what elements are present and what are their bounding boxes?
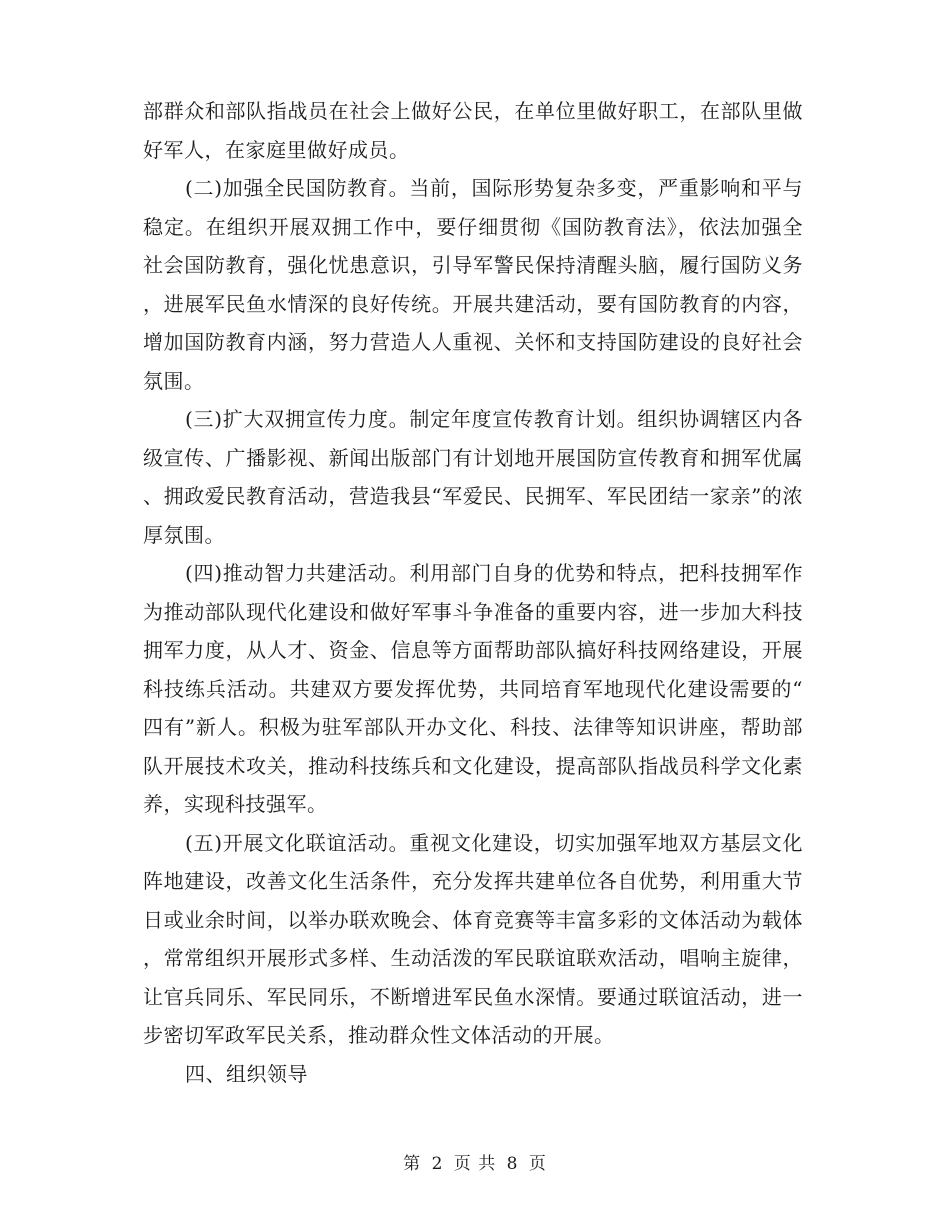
page-footer: [0, 1152, 950, 1176]
footer-middle: 页 共: [453, 1154, 497, 1174]
paragraph-4: (四)推动智力共建活动。利用部门自身的优势和特点，把科技拥军作为推动部队现代化建设和做好军事斗争准备的重要内容，进一步加大科技拥军力度，从人才、资金、信息等方面帮助部队搞好科技网络建设，开展科技练兵活动。共建双方要发挥优势，共同培育军地现代化建设需要的“四有”新人。积极为驻军部队开办文化、科技、法律等知识讲座，帮助部队开展技术攻关，推动科技练兵和文化建设，提高部队指战员科学文化素养，实现科技强军。: [143, 561, 803, 816]
footer-suffix: 页: [528, 1154, 547, 1174]
paragraph-3: (三)扩大双拥宣传力度。制定年度宣传教育计划。组织协调辖区内各级宣传、广播影视、新闻出版部门有计划地开展国防宣传教育和拥军优属、拥政爱民教育活动，营造我县“军爱民、民拥军、军民团结一家亲”的浓厚氛围。: [143, 407, 803, 547]
footer-total-pages: 8: [506, 1154, 519, 1174]
footer-prefix: 第: [403, 1154, 422, 1174]
paragraph-2: (二)加强全民国防教育。当前，国际形势复杂多变，严重影响和平与稳定。在组织开展双拥工作中，要仔细贯彻《国防教育法》，依法加强全社会国防教育，强化忧患意识，引导军警民保持清醒头脑，履行国防义务，进展军民鱼水情深的良好传统。开展共建活动，要有国防教育的内容，增加国防教育内涵，努力营造人人重视、关怀和支持国防建设的良好社会氛围。: [143, 176, 803, 393]
paragraph-5: (五)开展文化联谊活动。重视文化建设，切实加强军地双方基层文化阵地建设，改善文化生活条件，充分发挥共建单位各自优势，利用重大节日或业余时间，以举办联欢晚会、体育竞赛等丰富多彩的文体活动为载体，常常组织开展形式多样、生动活泼的军民联谊联欢活动，唱响主旋律，让官兵同乐、军民同乐，不断增进军民鱼水深情。要通过联谊活动，进一步密切军政军民关系，推动群众性文体活动的开展。: [143, 830, 803, 1047]
footer-page-number: 2: [431, 1154, 444, 1174]
document-body: [143, 92, 803, 1093]
section-heading: 四、组织领导: [185, 1061, 308, 1086]
paragraph-1: 部群众和部队指战员在社会上做好公民，在单位里做好职工，在部队里做好军人，在家庭里做好成员。: [143, 99, 803, 162]
